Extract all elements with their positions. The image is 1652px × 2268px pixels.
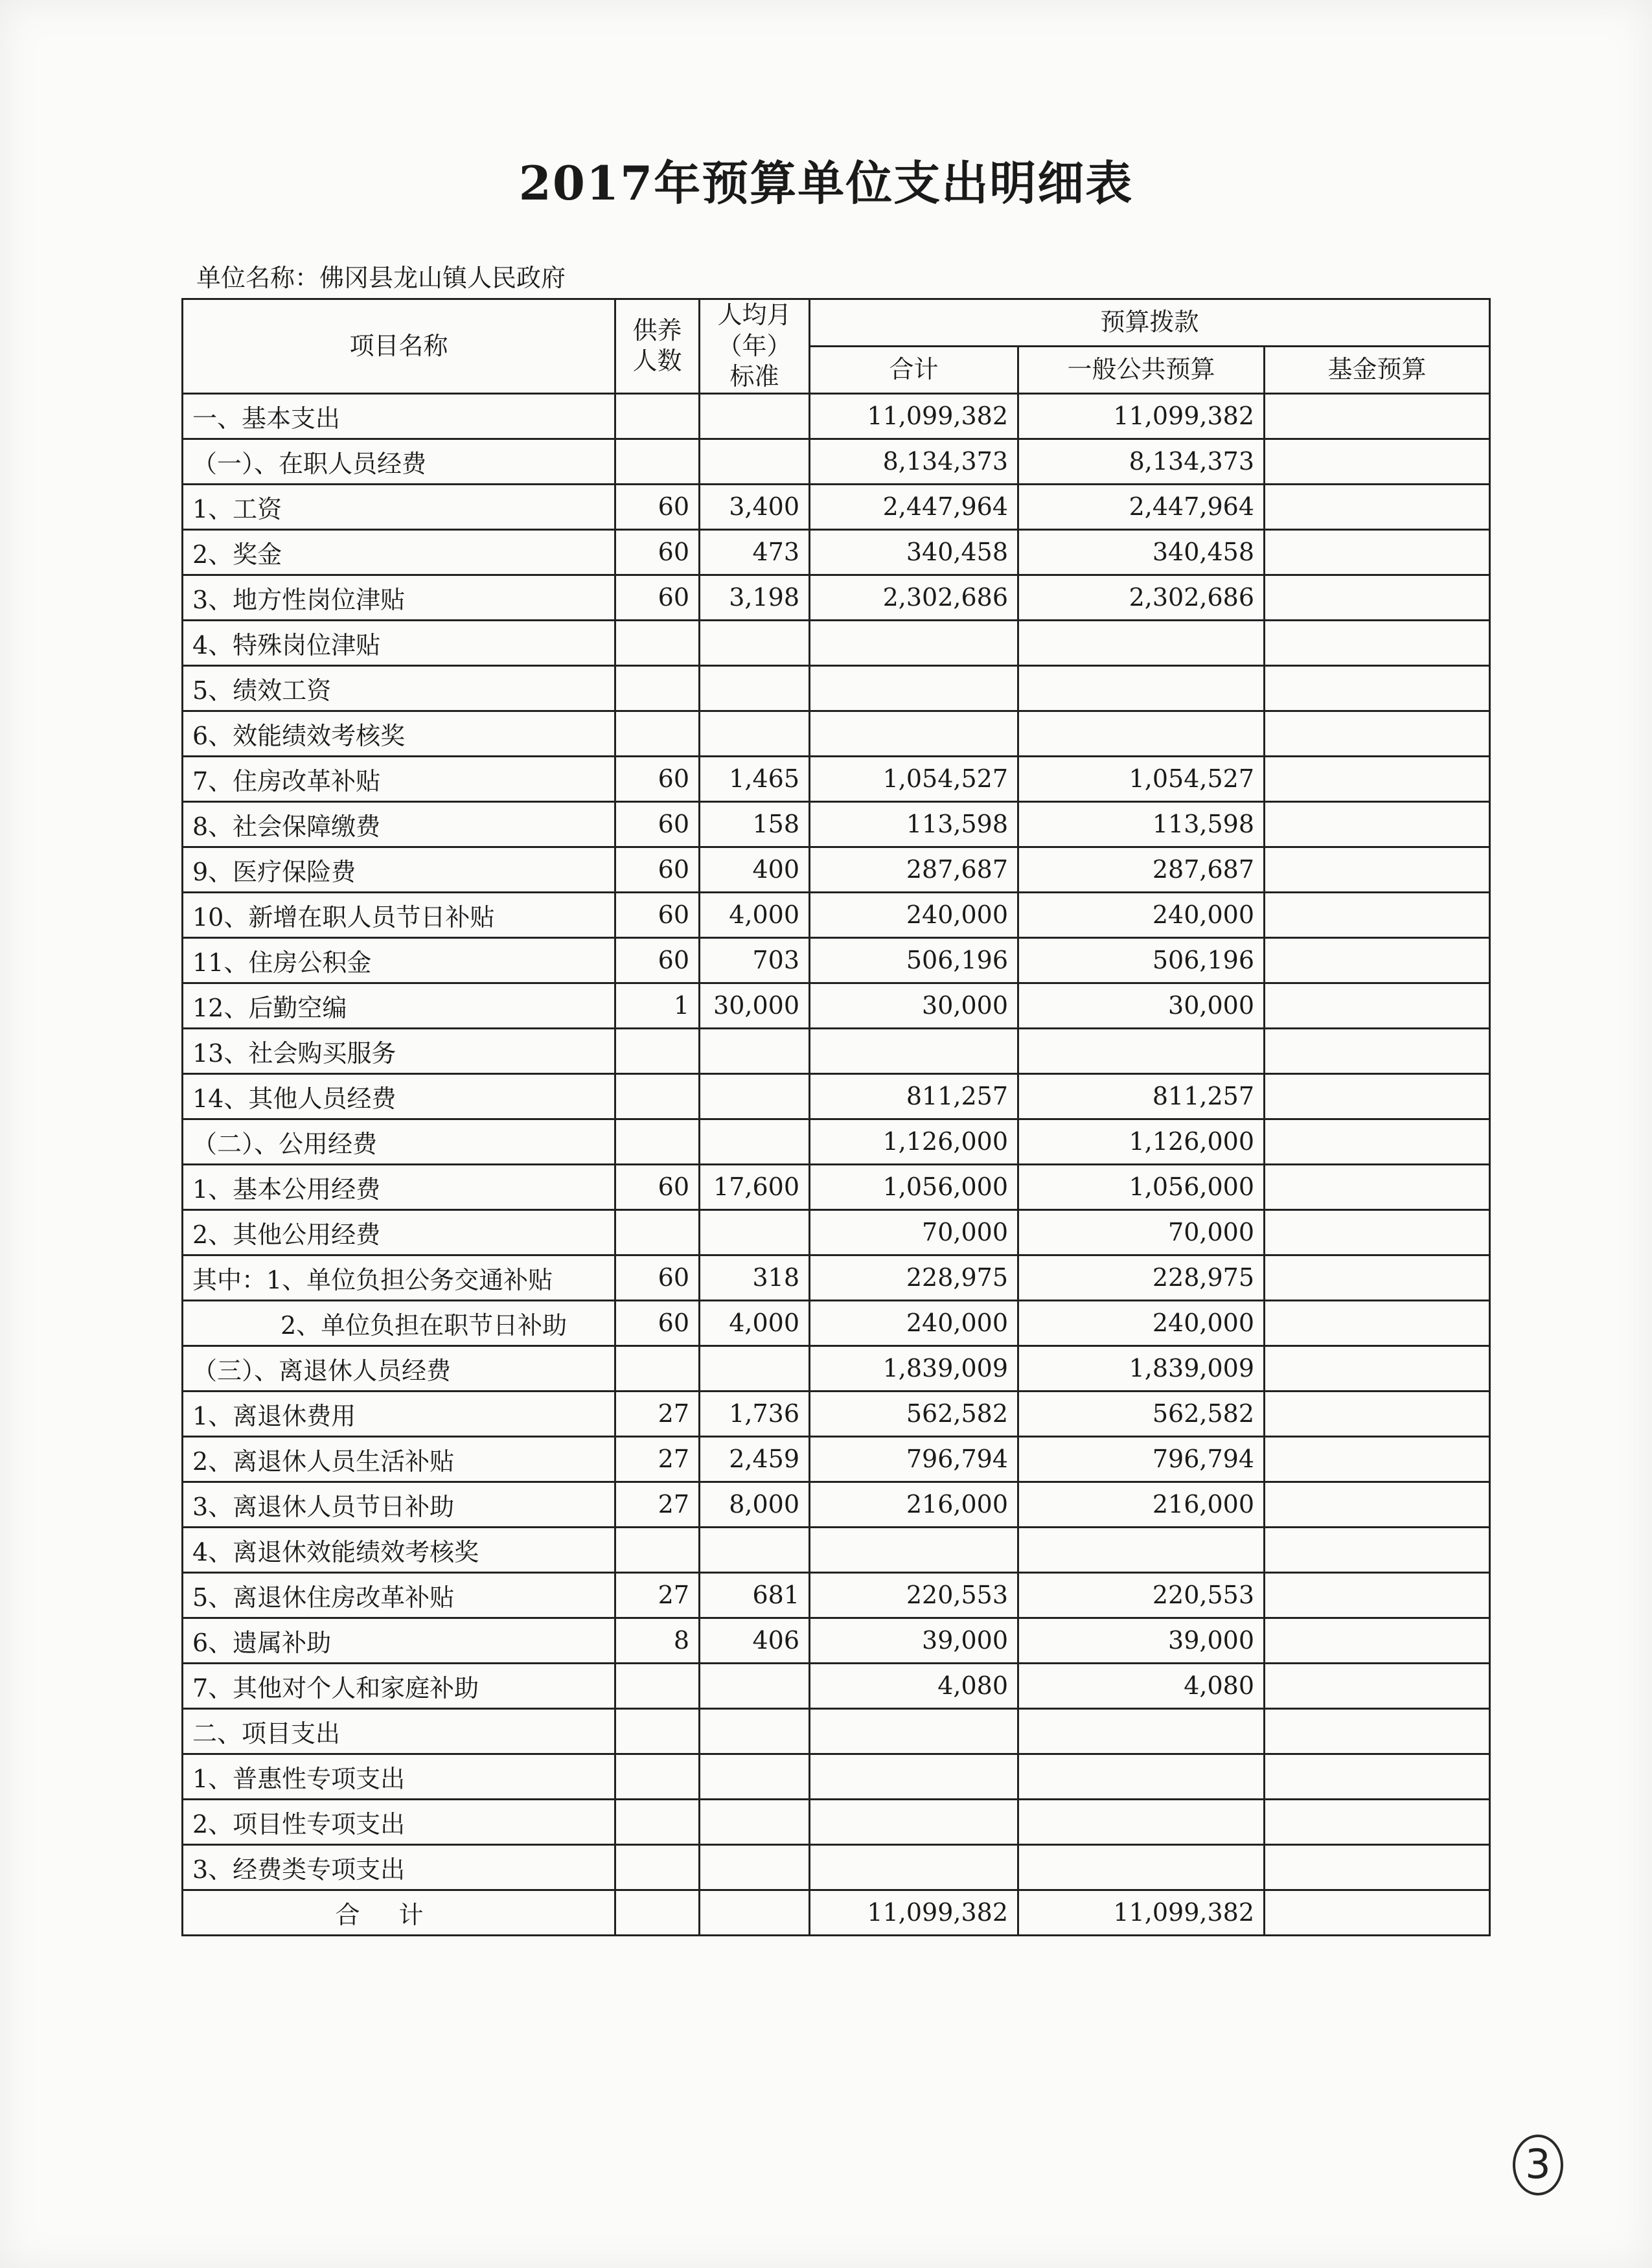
row-fund-budget [1265,1799,1490,1844]
table-row [183,1844,1490,1890]
row-total [810,1708,1018,1754]
row-general-budget [1018,1527,1265,1572]
row-total [810,665,1018,711]
page-number-mark: 3 [1513,2135,1563,2195]
row-total: 506,196 [810,937,1018,983]
row-fund-budget [1265,665,1490,711]
row-total: 220,553 [810,1572,1018,1618]
row-standard: 703 [700,937,810,983]
row-people: 27 [615,1391,700,1436]
row-fund-budget [1265,1572,1490,1618]
row-total: 216,000 [810,1482,1018,1527]
row-item-name: 2、其他公用经费 [183,1209,615,1255]
row-fund-budget [1265,937,1490,983]
row-total [810,1799,1018,1844]
table-row [183,1346,1490,1391]
row-item-name: 9、医疗保险费 [183,847,615,892]
row-people: 1 [615,983,700,1028]
table-row [183,620,1490,665]
table-row [183,1255,1490,1300]
row-standard [700,665,810,711]
table-row [183,711,1490,756]
row-standard [700,1209,810,1255]
table-row [183,1618,1490,1663]
table-row [183,1436,1490,1482]
row-standard: 1,736 [700,1391,810,1436]
row-people: 60 [615,756,700,801]
unit-name: 单位名称：佛冈县龙山镇人民政府 [196,264,566,292]
table-row [183,1527,1490,1572]
row-total: 113,598 [810,801,1018,847]
row-standard [700,393,810,439]
budget-table [181,298,1491,1936]
row-people [615,1799,700,1844]
row-people: 60 [615,1255,700,1300]
row-general-budget: 2,302,686 [1018,575,1265,620]
table-row [183,393,1490,439]
row-people: 60 [615,575,700,620]
row-item-name: 1、工资 [183,484,615,529]
row-fund-budget [1265,1663,1490,1708]
table-row [183,484,1490,529]
header-monthly-standard: 人均月（年）标准 [700,299,810,394]
header-item-name: 项目名称 [183,299,615,394]
row-fund-budget [1265,1754,1490,1799]
row-people [615,1754,700,1799]
row-standard: 3,400 [700,484,810,529]
row-people [615,1209,700,1255]
header-fund-budget: 基金预算 [1265,346,1490,393]
row-item-name: 1、普惠性专项支出 [183,1754,615,1799]
row-item-name: 3、经费类专项支出 [183,1844,615,1890]
row-total: 796,794 [810,1436,1018,1482]
row-standard: 4,000 [700,1300,810,1346]
total-general: 11,099,382 [1018,1890,1265,1935]
row-general-budget: 240,000 [1018,1300,1265,1346]
row-general-budget: 1,839,009 [1018,1346,1265,1391]
row-people [615,1663,700,1708]
total-people [615,1890,700,1935]
page-title: 2017年预算单位支出明细表 [518,155,1134,211]
row-total: 30,000 [810,983,1018,1028]
table-row [183,1482,1490,1527]
row-people: 60 [615,847,700,892]
row-general-budget: 8,134,373 [1018,439,1265,484]
header-people: 供养人数 [615,299,700,394]
row-fund-budget [1265,1346,1490,1391]
row-fund-budget [1265,1708,1490,1754]
row-total [810,620,1018,665]
table-row [183,575,1490,620]
row-fund-budget [1265,439,1490,484]
row-general-budget: 11,099,382 [1018,393,1265,439]
row-people [615,1844,700,1890]
row-fund-budget [1265,801,1490,847]
row-item-name: 其中：1、单位负担公务交通补贴 [183,1255,615,1300]
row-item-name: 7、住房改革补贴 [183,756,615,801]
row-item-name: 2、离退休人员生活补贴 [183,1436,615,1482]
row-people: 27 [615,1572,700,1618]
row-people [615,1119,700,1164]
row-total [810,1754,1018,1799]
row-standard [700,1799,810,1844]
row-people [615,711,700,756]
row-general-budget: 113,598 [1018,801,1265,847]
row-people: 27 [615,1436,700,1482]
row-standard: 17,600 [700,1164,810,1209]
table-row [183,1119,1490,1164]
table-row [183,847,1490,892]
row-standard [700,1119,810,1164]
table-row [183,1708,1490,1754]
total-row [183,1890,1490,1935]
total-label: 合计 [183,1890,615,1935]
row-people [615,620,700,665]
row-total [810,1527,1018,1572]
row-general-budget: 562,582 [1018,1391,1265,1436]
table-body [183,393,1490,1890]
row-item-name: 4、特殊岗位津贴 [183,620,615,665]
row-total: 2,447,964 [810,484,1018,529]
row-standard: 158 [700,801,810,847]
row-total: 1,054,527 [810,756,1018,801]
row-item-name: 二、项目支出 [183,1708,615,1754]
row-fund-budget [1265,756,1490,801]
row-item-name: 6、遗属补助 [183,1618,615,1663]
table-row [183,1073,1490,1119]
total-standard [700,1890,810,1935]
row-general-budget [1018,1799,1265,1844]
row-item-name: 14、其他人员经费 [183,1073,615,1119]
row-general-budget: 340,458 [1018,529,1265,575]
table-row [183,1663,1490,1708]
row-general-budget [1018,1708,1265,1754]
row-standard: 400 [700,847,810,892]
row-general-budget [1018,620,1265,665]
row-item-name: 2、单位负担在职节日补助 [183,1300,615,1346]
row-total: 562,582 [810,1391,1018,1436]
row-general-budget: 506,196 [1018,937,1265,983]
row-item-name: 10、新增在职人员节日补贴 [183,892,615,937]
row-general-budget: 1,054,527 [1018,756,1265,801]
row-fund-budget [1265,1618,1490,1663]
row-general-budget [1018,1844,1265,1890]
row-fund-budget [1265,1436,1490,1482]
row-item-name: 11、住房公积金 [183,937,615,983]
row-item-name: 6、效能绩效考核奖 [183,711,615,756]
row-general-budget [1018,711,1265,756]
table-row [183,665,1490,711]
row-fund-budget [1265,393,1490,439]
table-row [183,1209,1490,1255]
row-people [615,665,700,711]
row-total: 1,056,000 [810,1164,1018,1209]
row-total: 1,839,009 [810,1346,1018,1391]
row-item-name: 12、后勤空编 [183,983,615,1028]
row-item-name: 一、基本支出 [183,393,615,439]
row-total: 340,458 [810,529,1018,575]
row-fund-budget [1265,1482,1490,1527]
table-row [183,1391,1490,1436]
row-standard [700,711,810,756]
row-fund-budget [1265,1119,1490,1164]
row-general-budget: 796,794 [1018,1436,1265,1482]
row-total: 240,000 [810,1300,1018,1346]
row-standard [700,1844,810,1890]
row-people: 60 [615,1164,700,1209]
row-general-budget: 220,553 [1018,1572,1265,1618]
row-item-name: 3、地方性岗位津贴 [183,575,615,620]
row-people [615,1527,700,1572]
header-budget: 预算拨款 [810,299,1490,347]
row-fund-budget [1265,1073,1490,1119]
row-fund-budget [1265,1844,1490,1890]
row-fund-budget [1265,1164,1490,1209]
row-general-budget: 2,447,964 [1018,484,1265,529]
row-people [615,393,700,439]
row-total: 811,257 [810,1073,1018,1119]
row-fund-budget [1265,1527,1490,1572]
row-total: 4,080 [810,1663,1018,1708]
row-fund-budget [1265,983,1490,1028]
row-fund-budget [1265,484,1490,529]
row-total: 287,687 [810,847,1018,892]
row-standard: 406 [700,1618,810,1663]
row-general-budget: 1,056,000 [1018,1164,1265,1209]
row-people: 60 [615,529,700,575]
row-standard [700,1346,810,1391]
row-fund-budget [1265,1209,1490,1255]
row-item-name: 2、奖金 [183,529,615,575]
row-item-name: 1、离退休费用 [183,1391,615,1436]
table-row [183,439,1490,484]
row-people [615,1073,700,1119]
row-total [810,1028,1018,1073]
row-standard: 4,000 [700,892,810,937]
row-people [615,1708,700,1754]
row-standard [700,1754,810,1799]
row-people: 8 [615,1618,700,1663]
row-item-name: （一）、在职人员经费 [183,439,615,484]
row-general-budget: 30,000 [1018,983,1265,1028]
table-row [183,529,1490,575]
row-fund-budget [1265,1255,1490,1300]
header-total: 合计 [810,346,1018,393]
row-general-budget: 287,687 [1018,847,1265,892]
table-row [183,1754,1490,1799]
row-general-budget: 70,000 [1018,1209,1265,1255]
row-general-budget [1018,665,1265,711]
row-total: 240,000 [810,892,1018,937]
row-fund-budget [1265,847,1490,892]
row-total [810,1844,1018,1890]
row-general-budget: 240,000 [1018,892,1265,937]
row-fund-budget [1265,620,1490,665]
row-general-budget [1018,1754,1265,1799]
row-standard [700,620,810,665]
row-standard: 8,000 [700,1482,810,1527]
row-people: 60 [615,484,700,529]
row-total: 1,126,000 [810,1119,1018,1164]
row-item-name: 4、离退休效能绩效考核奖 [183,1527,615,1572]
row-people [615,1028,700,1073]
row-general-budget [1018,1028,1265,1073]
row-standard: 30,000 [700,983,810,1028]
row-total: 228,975 [810,1255,1018,1300]
table-row [183,756,1490,801]
row-standard [700,1527,810,1572]
row-item-name: 2、项目性专项支出 [183,1799,615,1844]
table-row [183,1028,1490,1073]
row-fund-budget [1265,1300,1490,1346]
row-people: 60 [615,937,700,983]
table-row [183,983,1490,1028]
row-item-name: 3、离退休人员节日补助 [183,1482,615,1527]
row-standard: 473 [700,529,810,575]
row-total: 8,134,373 [810,439,1018,484]
table-row [183,1799,1490,1844]
row-standard [700,1073,810,1119]
row-people [615,439,700,484]
row-standard: 681 [700,1572,810,1618]
row-standard: 1,465 [700,756,810,801]
row-standard [700,1028,810,1073]
row-general-budget: 4,080 [1018,1663,1265,1708]
table-row [183,1164,1490,1209]
table-row [183,937,1490,983]
row-item-name: 13、社会购买服务 [183,1028,615,1073]
table-row [183,801,1490,847]
row-item-name: 7、其他对个人和家庭补助 [183,1663,615,1708]
row-standard: 318 [700,1255,810,1300]
row-fund-budget [1265,1391,1490,1436]
row-general-budget: 811,257 [1018,1073,1265,1119]
row-fund-budget [1265,529,1490,575]
row-people: 27 [615,1482,700,1527]
row-general-budget: 216,000 [1018,1482,1265,1527]
row-item-name: （二）、公用经费 [183,1119,615,1164]
table-row [183,1572,1490,1618]
row-item-name: 1、基本公用经费 [183,1164,615,1209]
row-general-budget: 1,126,000 [1018,1119,1265,1164]
row-fund-budget [1265,1028,1490,1073]
row-standard [700,1663,810,1708]
row-total: 2,302,686 [810,575,1018,620]
row-total: 39,000 [810,1618,1018,1663]
header-general-budget: 一般公共预算 [1018,346,1265,393]
row-people: 60 [615,1300,700,1346]
total-sum: 11,099,382 [810,1890,1018,1935]
row-general-budget: 39,000 [1018,1618,1265,1663]
table-row [183,1300,1490,1346]
row-item-name: 8、社会保障缴费 [183,801,615,847]
row-general-budget: 228,975 [1018,1255,1265,1300]
row-fund-budget [1265,711,1490,756]
row-item-name: （三）、离退休人员经费 [183,1346,615,1391]
row-item-name: 5、离退休住房改革补贴 [183,1572,615,1618]
row-standard [700,439,810,484]
row-standard: 3,198 [700,575,810,620]
row-people [615,1346,700,1391]
row-total: 11,099,382 [810,393,1018,439]
row-people: 60 [615,801,700,847]
row-fund-budget [1265,892,1490,937]
row-total: 70,000 [810,1209,1018,1255]
row-people: 60 [615,892,700,937]
row-item-name: 5、绩效工资 [183,665,615,711]
table-row [183,892,1490,937]
row-standard [700,1708,810,1754]
row-fund-budget [1265,575,1490,620]
row-total [810,711,1018,756]
row-standard: 2,459 [700,1436,810,1482]
total-fund [1265,1890,1490,1935]
